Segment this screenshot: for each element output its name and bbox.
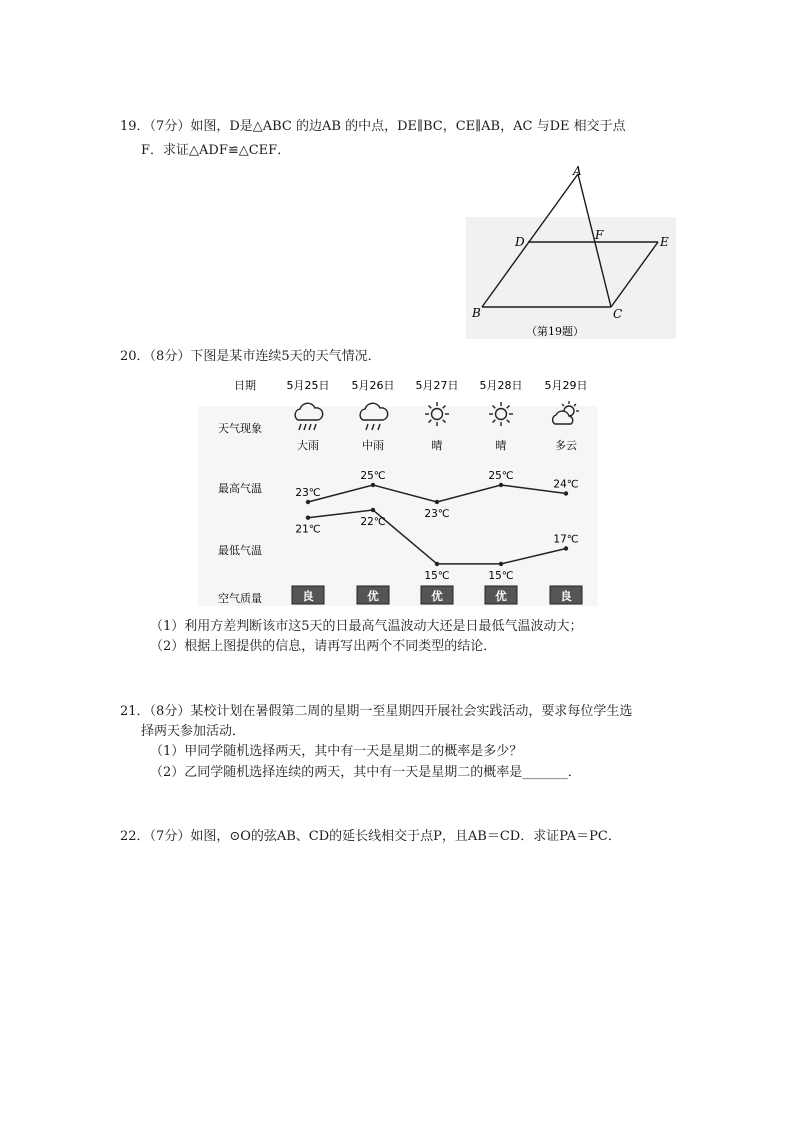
weather-table-chart: [198, 368, 598, 613]
row-label-high: 最高气温: [218, 482, 262, 495]
q19-line2: F．求证△ADF≌△CEF．: [141, 143, 291, 158]
row-label-low: 最低气温: [218, 544, 262, 557]
low-temp-point: [435, 562, 439, 566]
high-temp-label: 25℃: [360, 470, 386, 482]
date-label: 5月27日: [415, 379, 459, 392]
weather-text: 大雨: [297, 439, 319, 452]
air-quality-text: 优: [367, 589, 379, 603]
low-temp-point: [371, 508, 375, 512]
label-b: B: [472, 306, 481, 320]
low-temp-label: 22℃: [360, 516, 386, 528]
q20-sub1: （1）利用方差判断该市这5天的日最高气温波动大还是日最低气温波动大；: [150, 619, 583, 634]
q19-line1: 19．（7分）如图，D是△ABC 的边AB 的中点，DE∥BC，CE∥AB，AC 与DE 相交于点: [120, 119, 626, 134]
label-a: A: [573, 165, 582, 178]
air-quality-text: 优: [431, 589, 443, 603]
air-quality-text: 良: [560, 589, 572, 603]
weather-text: 多云: [555, 439, 577, 452]
high-temp-point: [499, 483, 503, 487]
q22-line1: 22．（7分）如图，⊙O的弦AB、CD的延长线相交于点P，且AB＝CD．求证PA＝PC．: [120, 829, 621, 844]
low-temp-label: 17℃: [553, 533, 579, 546]
q21-sub2: （2）乙同学随机选择连续的两天，其中有一天是星期二的概率是_______．: [150, 765, 581, 780]
row-label-air: 空气质量: [218, 592, 262, 605]
q21-line2: 择两天参加活动．: [141, 724, 246, 739]
q19-geometry-figure: [462, 165, 684, 343]
figure-caption: （第19题）: [526, 325, 584, 338]
low-temp-label: 15℃: [488, 569, 514, 582]
low-temp-point: [306, 516, 310, 520]
low-temp-label: 15℃: [424, 569, 450, 582]
low-temp-point: [564, 546, 568, 550]
figure-background: [466, 217, 676, 339]
high-temp-point: [371, 483, 375, 487]
q21-line1: 21．（8分）某校计划在暑假第二周的星期一至星期四开展社会实践活动，要求每位学生选: [120, 704, 633, 719]
high-temp-label: 23℃: [295, 487, 321, 499]
label-c: C: [613, 307, 623, 321]
high-temp-label: 24℃: [553, 478, 579, 491]
label-f: F: [595, 228, 604, 242]
low-temp-point: [499, 562, 503, 566]
high-temp-point: [435, 500, 439, 504]
low-temp-label: 21℃: [295, 523, 321, 536]
date-label: 5月25日: [286, 379, 330, 392]
row-label-date: 日期: [234, 379, 256, 392]
high-temp-point: [564, 491, 568, 495]
row-label-phenomenon: 天气现象: [218, 422, 262, 435]
high-temp-point: [306, 500, 310, 504]
date-label: 5月29日: [544, 379, 588, 392]
label-e: E: [660, 235, 669, 249]
weather-text: 晴: [431, 439, 443, 452]
date-label: 5月28日: [479, 379, 523, 392]
air-quality-text: 良: [302, 589, 314, 603]
high-temp-label: 23℃: [424, 508, 450, 520]
chart-background: [198, 406, 598, 606]
label-d: D: [515, 235, 525, 249]
air-quality-text: 优: [495, 589, 507, 603]
q20-line1: 20．（8分）下图是某市连续5天的天气情况．: [120, 349, 381, 364]
date-label: 5月26日: [351, 379, 395, 392]
high-temp-label: 25℃: [488, 470, 514, 482]
q20-sub2: （2）根据上图提供的信息，请再写出两个不同类型的结论．: [150, 639, 497, 654]
q21-sub1: （1）甲同学随机选择两天，其中有一天是星期二的概率是多少？: [150, 744, 523, 759]
weather-text: 中雨: [362, 439, 384, 452]
weather-text: 晴: [495, 439, 507, 452]
